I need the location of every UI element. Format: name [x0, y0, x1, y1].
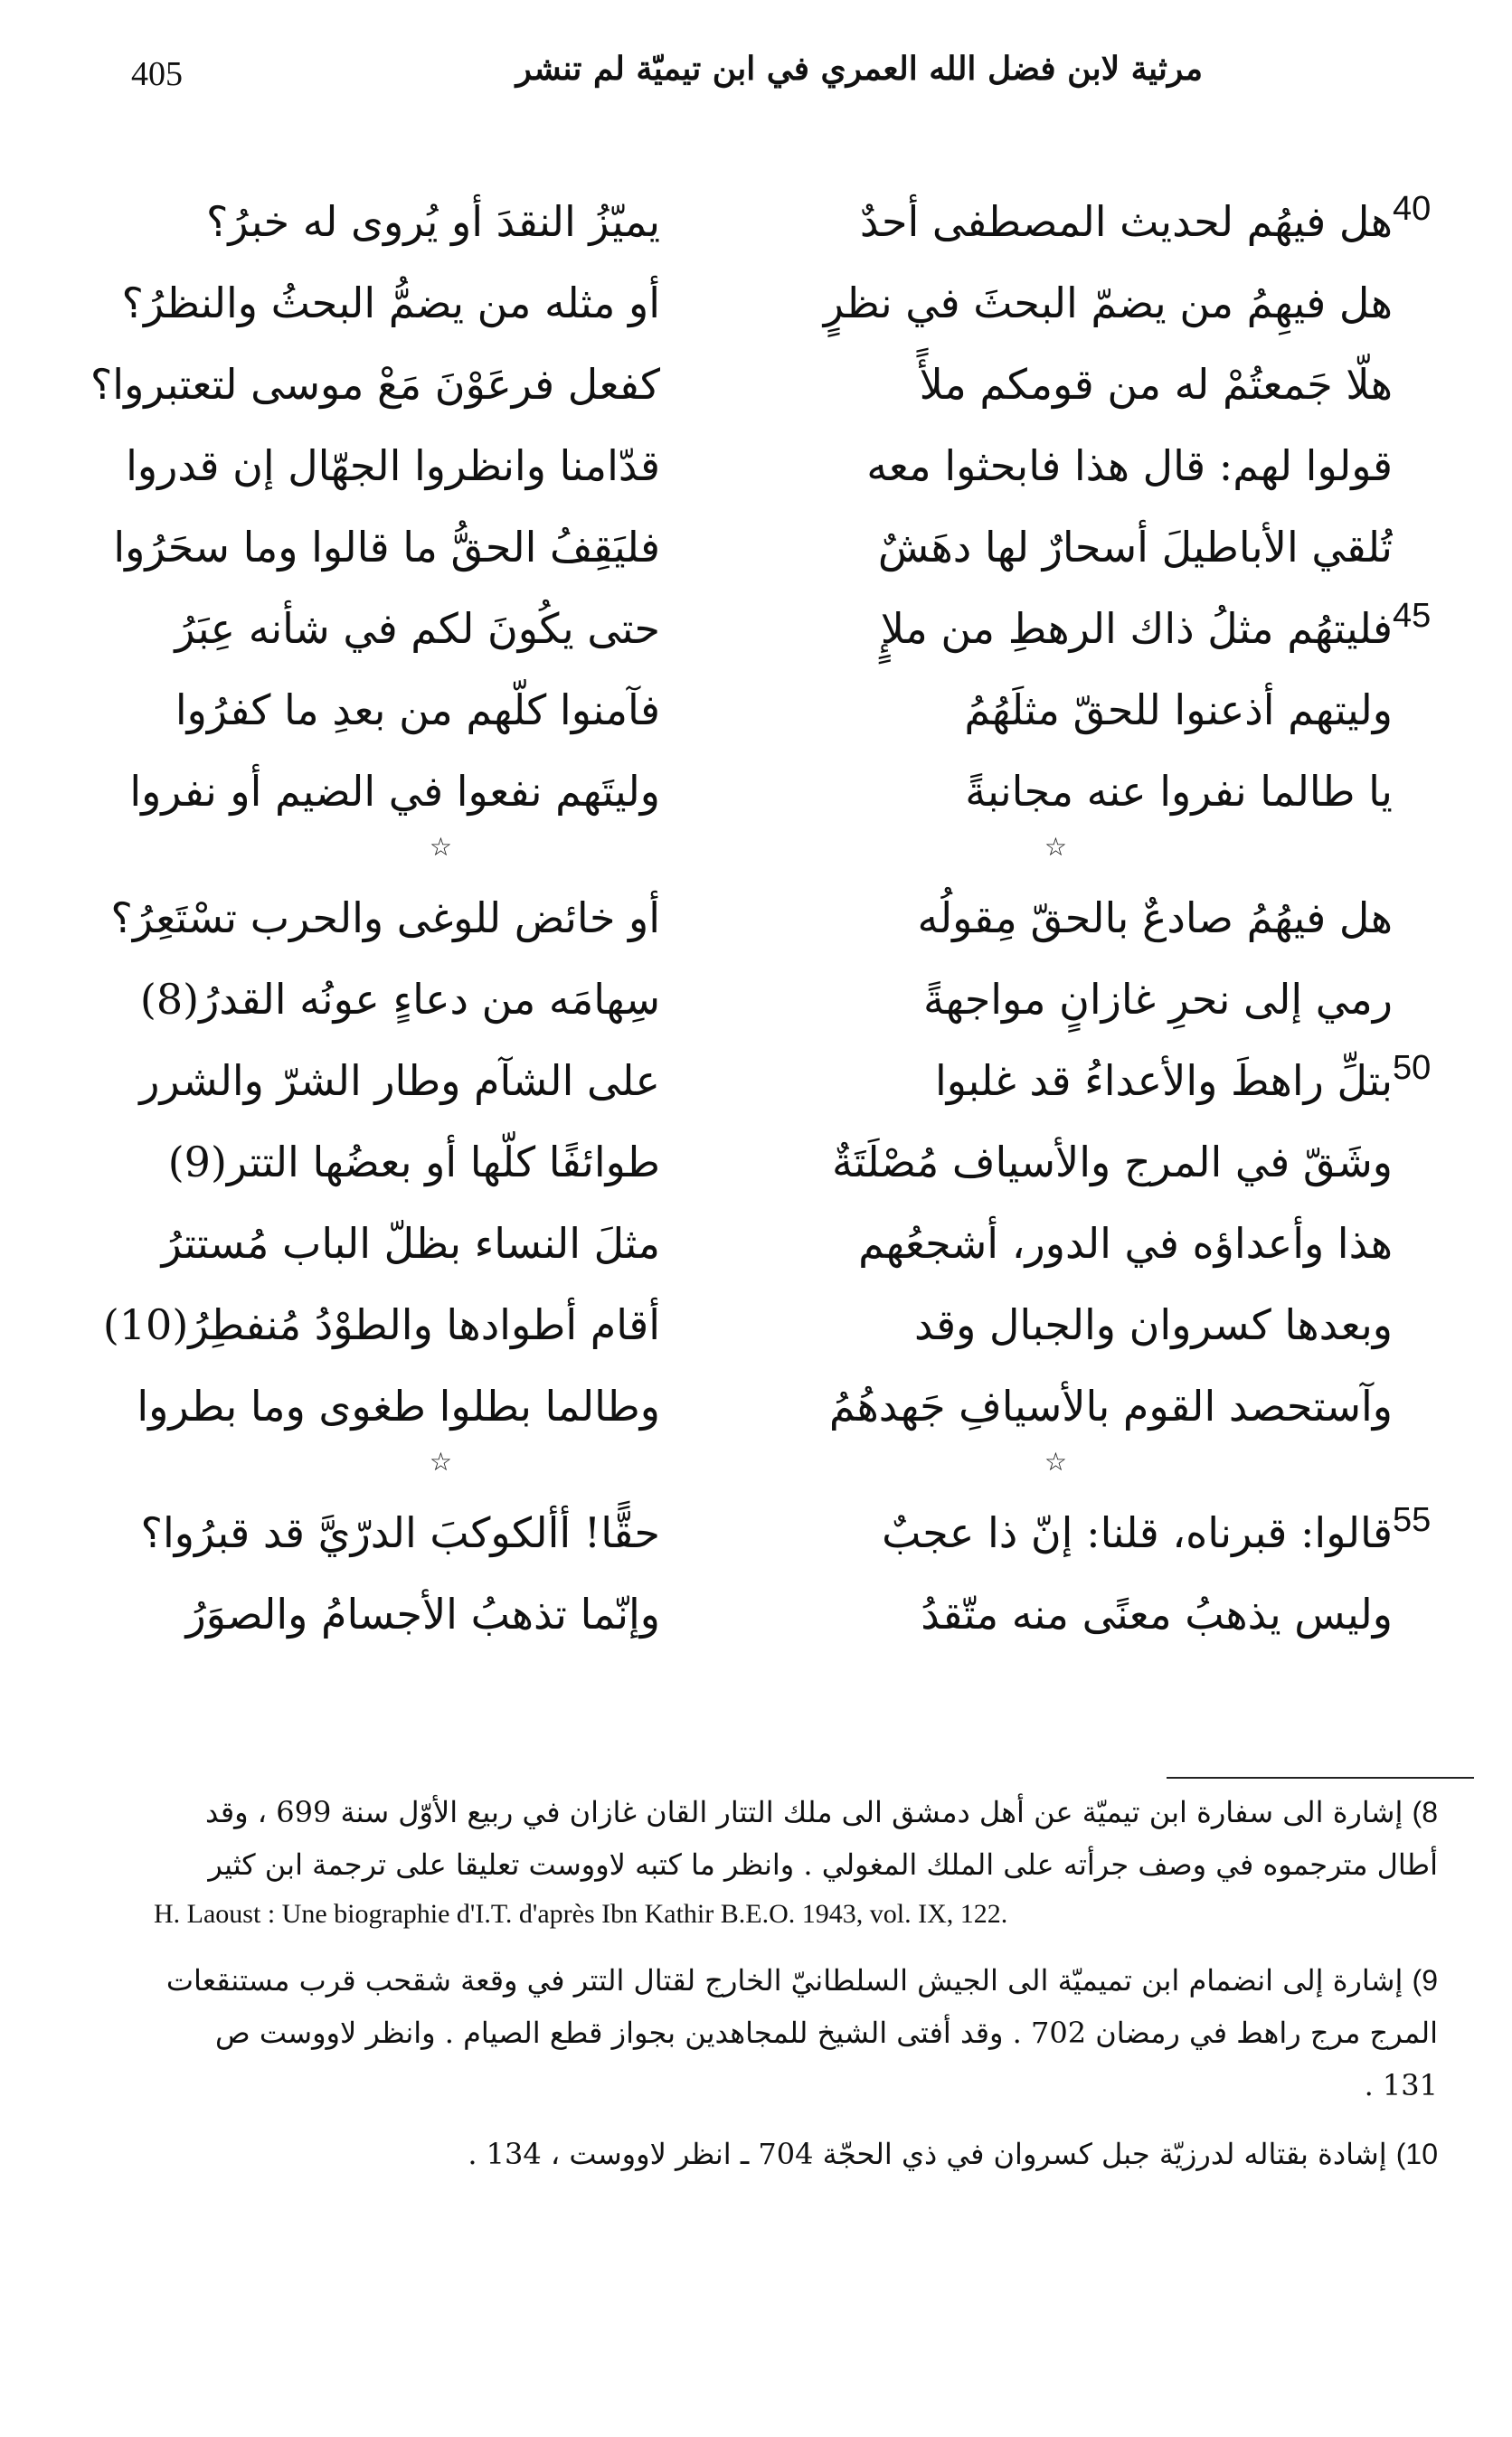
footnote — [154, 2128, 1438, 2180]
second-hemistich: أقام أطوادها والطوْدُ مُنفطِرُ(10) — [102, 1300, 660, 1349]
second-hemistich: قدّامنا وانظروا الجهّال إن قدروا — [126, 441, 660, 490]
second-hemistich: وليتَهم نفعوا في الضيم أو نفروا — [129, 767, 660, 816]
second-hemistich: أو خائض للوغى والحرب تسْتَعِرُ؟ — [110, 893, 660, 942]
footnote — [154, 1954, 1438, 2111]
second-hemistich: وطالما بطلوا طغوى وما بطروا — [137, 1382, 660, 1431]
second-hemistich: وإنّما تذهبُ الأجسامُ والصوَرُ — [185, 1590, 660, 1639]
first-hemistich: وآستحصد القوم بالأسيافِ جَهدهُمُ — [828, 1382, 1393, 1431]
first-hemistich: بتلِّ راهطَ والأعداءُ قد غلبوا — [935, 1056, 1393, 1105]
page-header — [109, 50, 1203, 118]
star-ornament: ☆ — [1044, 832, 1067, 862]
first-hemistich: وليس يذهبُ معنًى منه متّقدُ — [921, 1590, 1393, 1639]
second-hemistich: حقًّا! أألكوكبَ الدرّيَّ قد قبرُوا؟ — [140, 1508, 660, 1557]
footnote-marker: 9) — [1412, 1964, 1438, 1997]
second-hemistich: فليَقِفُ الحقُّ ما قالوا وما سحَرُوا — [113, 523, 660, 571]
footnote-citation: H. Laoust : Une biographie d'I.T. d'après Ibn Kathir B.E.O. 1943, vol. IX, 122. — [154, 1899, 1008, 1929]
first-hemistich: قولوا لهم: قال هذا فابحثوا معه — [866, 441, 1393, 490]
footnote-text: إشادة بقتاله لدرزيّة جبل كسروان في ذي الحجّة 704 ـ انظر لاووست ، 134 . — [468, 2137, 1387, 2171]
first-hemistich: هلّا جَمعتُمْ له من قومكم ملأً — [919, 360, 1393, 409]
section-divider — [118, 1429, 1474, 1483]
footnote-text: إشارة إلى انضمام ابن تميميّة الى الجيش السلطانيّ الخارج لقتال التتر في وقعة شقحب قرب مستنقعات المرج مرج راهط في رمضان 702 . وقد أفتى الشيخ للمجاهدين بجواز قطع الصيام . وانظر لاووست ص 131 . — [165, 1963, 1438, 2102]
second-hemistich: حتى يكُونَ لكم في شأنه عِبَرُ — [175, 604, 660, 653]
poem — [90, 172, 1474, 1691]
verse-number: 45 — [1393, 597, 1432, 635]
second-hemistich: كفعل فرعَوْنَ مَعْ موسى لتعتبروا؟ — [90, 360, 660, 409]
page-number: 405 — [131, 55, 183, 93]
first-hemistich: هذا وأعداؤه في الدور، أشجعُهم — [858, 1219, 1393, 1268]
first-hemistich: رمي إلى نحرِ غازانٍ مواجهةً — [922, 975, 1393, 1024]
footnote-marker: 10) — [1395, 2138, 1438, 2170]
first-hemistich: يا طالما نفروا عنه مجانبةً — [965, 767, 1393, 816]
second-hemistich: أو مثله من يضمُّ البحثُ والنظرُ؟ — [121, 279, 660, 327]
verse-number: 50 — [1393, 1049, 1432, 1087]
second-hemistich: طوائفًا كلّها أو بعضُها التتر(9) — [167, 1138, 660, 1186]
footnote — [154, 1786, 1438, 1938]
second-hemistich: مثلَ النساء بظلّ الباب مُستترُ — [161, 1219, 660, 1268]
second-hemistich: يميّزُ النقدَ أو يُروى له خبرُ؟ — [205, 197, 660, 246]
second-hemistich: على الشآم وطار الشرّ والشرر — [139, 1056, 660, 1105]
first-hemistich: هل فيهُمُ صادعٌ بالحقّ مِقولُه — [917, 893, 1393, 942]
footnote-marker: 8) — [1412, 1796, 1438, 1828]
section-divider — [118, 814, 1474, 868]
verse-number: 40 — [1393, 190, 1432, 228]
first-hemistich: هل فيهُم لحديث المصطفى أحدٌ — [859, 197, 1393, 246]
verse-number: 55 — [1393, 1501, 1432, 1539]
first-hemistich: تُلقي الأباطيلَ أسحارٌ لها دهَشٌ — [877, 523, 1393, 571]
first-hemistich: وشَقّ في المرج والأسياف مُصْلَتَةٌ — [831, 1138, 1393, 1186]
first-hemistich: هل فيهِمُ من يضمّ البحثَ في نظرٍ — [823, 279, 1393, 327]
footnote-rule — [1167, 1777, 1474, 1779]
star-ornament: ☆ — [1044, 1447, 1067, 1477]
second-hemistich: فآمنوا كلّهم من بعدِ ما كفرُوا — [175, 685, 660, 734]
star-ornament: ☆ — [429, 1447, 452, 1477]
first-hemistich: قالوا: قبرناه، قلنا: إنّ ذا عجبٌ — [882, 1508, 1393, 1557]
verse-line — [118, 1564, 1474, 1664]
footnotes — [154, 1786, 1438, 2196]
first-hemistich: وليتهم أذعنوا للحقّ مثلَهُمُ — [964, 685, 1393, 734]
running-title: مرثية لابن فضل الله العمري في ابن تيميّة لم تنشر — [515, 50, 1203, 88]
star-ornament: ☆ — [429, 832, 452, 862]
second-hemistich: سِهامَه من دعاءٍ عونُه القدرُ(8) — [139, 975, 660, 1024]
first-hemistich: وبعدها كسروان والجبال وقد — [914, 1300, 1393, 1349]
footnote-text: إشارة الى سفارة ابن تيميّة عن أهل دمشق الى ملك التتار القان غازان في ربيع الأوّل سنة 699 ، وقد أطال مترجموه في وصف جرأته على الملك المغولي . وانظر ما كتبه لاووست تعليقا على ترجمة ابن كثير — [205, 1795, 1438, 1882]
first-hemistich: فليتهُم مثلُ ذاك الرهطِ من ملإٍ — [880, 604, 1393, 653]
